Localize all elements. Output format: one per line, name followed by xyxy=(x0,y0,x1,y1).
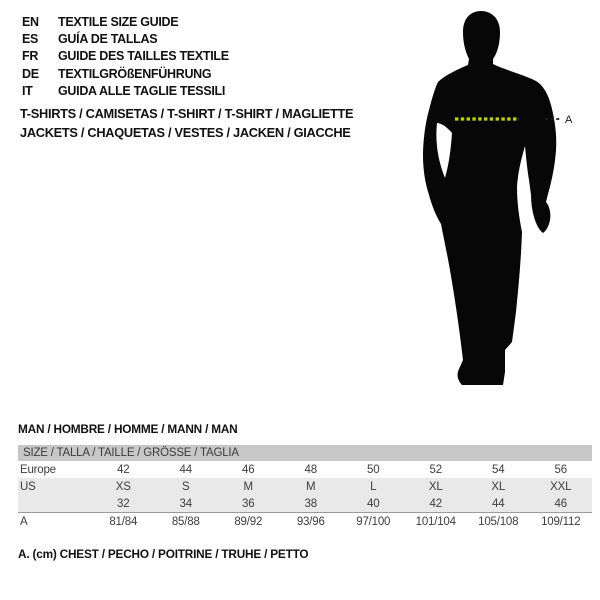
size-value: 32 xyxy=(117,497,130,510)
product-type-list xyxy=(20,105,353,142)
size-value: 34 xyxy=(179,497,192,510)
size-value: M xyxy=(243,480,253,493)
language-label: TEXTILGRÖßENFÜHRUNG xyxy=(58,66,212,81)
language-code: IT xyxy=(22,83,33,98)
man-silhouette xyxy=(423,11,556,385)
size-value: 38 xyxy=(304,497,317,510)
size-value: 48 xyxy=(304,463,317,476)
size-value: 109/112 xyxy=(541,515,581,528)
size-value: XL xyxy=(491,480,506,493)
size-table xyxy=(18,445,592,530)
size-value: 40 xyxy=(367,497,380,510)
language-row xyxy=(22,30,229,47)
product-line-tshirts: T-SHIRTS / CAMISETAS / T-SHIRT / T-SHIRT / MAGLIETTE xyxy=(20,106,354,121)
product-line-jackets: JACKETS / CHAQUETAS / VESTES / JACKEN / GIACCHE xyxy=(20,124,351,140)
size-value: 44 xyxy=(179,463,192,476)
size-value: 101/104 xyxy=(415,515,456,528)
size-value: 42 xyxy=(429,497,442,510)
size-value: 42 xyxy=(117,463,130,476)
size-value: 46 xyxy=(554,497,567,510)
table-row xyxy=(18,478,592,495)
language-code: ES xyxy=(22,31,39,46)
language-label: GUIDE DES TAILLES TEXTILE xyxy=(58,49,229,64)
language-label: TEXTILE SIZE GUIDE xyxy=(58,14,179,29)
table-row xyxy=(18,461,592,478)
size-value: 46 xyxy=(242,463,255,476)
size-value: 97/100 xyxy=(356,515,391,528)
size-value: 81/84 xyxy=(109,515,138,528)
size-value: 50 xyxy=(367,463,380,476)
size-value: 44 xyxy=(492,497,505,510)
language-list xyxy=(22,13,229,99)
size-value: XL xyxy=(428,480,443,493)
language-code: EN xyxy=(22,14,39,29)
row-label: US xyxy=(20,480,36,493)
section-heading-man: MAN / HOMBRE / HOMME / MANN / MAN xyxy=(18,422,238,436)
language-row xyxy=(22,13,229,30)
size-value: 56 xyxy=(554,463,567,476)
row-label: Europe xyxy=(20,463,56,476)
size-table-rows xyxy=(18,461,592,530)
measure-label-a: A xyxy=(565,114,573,126)
language-row xyxy=(22,65,229,82)
language-label: GUIDA ALLE TAGLIE TESSILI xyxy=(58,83,226,98)
language-row xyxy=(22,48,229,65)
size-value: 36 xyxy=(242,497,255,510)
table-row xyxy=(18,512,592,530)
language-label: GUÍA DE TALLAS xyxy=(58,31,158,46)
size-value: M xyxy=(306,480,316,493)
size-value: XXL xyxy=(550,480,572,493)
size-value: 85/88 xyxy=(171,515,200,528)
man-silhouette-figure xyxy=(370,2,585,394)
man-silhouette-svg xyxy=(370,2,585,394)
row-label: A xyxy=(20,515,28,528)
size-value: 89/92 xyxy=(234,515,263,528)
table-row xyxy=(18,495,592,512)
size-value: 54 xyxy=(492,463,505,476)
language-code: FR xyxy=(22,49,39,64)
size-value: S xyxy=(182,480,190,493)
measurement-footnote: A. (cm) CHEST / PECHO / POITRINE / TRUHE / PETTO xyxy=(18,547,309,561)
size-value: 93/96 xyxy=(296,515,325,528)
size-value: L xyxy=(370,480,377,493)
language-row xyxy=(22,82,229,99)
size-value: 52 xyxy=(429,463,442,476)
size-table-header: SIZE / TALLA / TAILLE / GRÖSSE / TAGLIA xyxy=(18,445,592,461)
size-value: 105/108 xyxy=(478,515,519,528)
size-value: XS xyxy=(115,480,131,493)
language-code: DE xyxy=(22,66,39,81)
